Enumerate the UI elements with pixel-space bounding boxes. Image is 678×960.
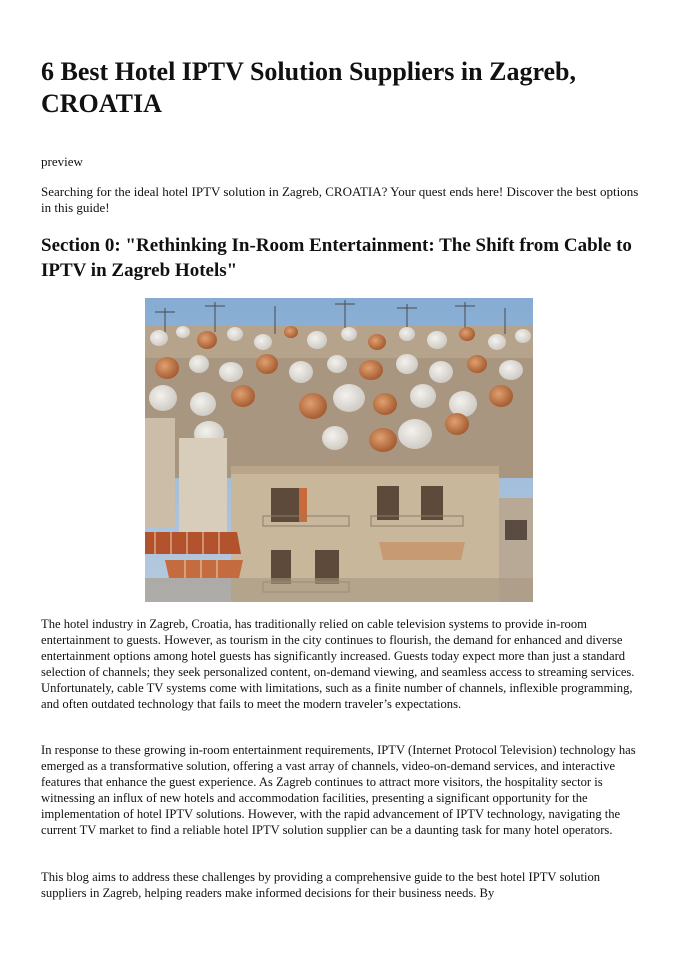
rooftop-satellite-dishes-photo xyxy=(145,298,533,602)
intro-paragraph: Searching for the ideal hotel IPTV solution in Zagreb, CROATIA? Your quest ends here! Discover the best options in this guide! xyxy=(41,184,639,215)
page-title: 6 Best Hotel IPTV Solution Suppliers in Zagreb, CROATIA xyxy=(41,57,577,118)
paragraph-2: In response to these growing in-room entertainment requirements, IPTV (Internet Protocol Television) technology has emerged as a transformative solution, offering a vast array of channels, video-on-demand services, and interactive features that enhance the guest experience. As Zagreb continues to attract more visitors, the hospitality sector is witnessing an influx of new hotels and accommodation facilities, presenting a significant opportunity for the implementation of hotel IPTV solutions. However, with the rapid advancement of IPTV technology, navigating the current TV market to find a reliable hotel IPTV solution supplier can be a daunting task for many hotel operators. xyxy=(41,743,636,837)
paragraph-3: This blog aims to address these challenges by providing a comprehensive guide to the best hotel IPTV solution suppliers in Zagreb, helping readers make informed decisions for their business needs. By xyxy=(41,870,601,900)
preview-label: preview xyxy=(41,154,83,169)
paragraph-1: The hotel industry in Zagreb, Croatia, has traditionally relied on cable television systems to provide in-room entertainment to guests. However, as tourism in the city continues to flourish, the demand for enhanced and diverse entertainment options among hotel guests has significantly increased. Guests today expect more than just a standard selection of channels; they seek personalized content, on-demand viewing, and seamless access to streaming services. Unfortunately, cable TV systems come with limitations, such as a finite number of channels, inflexible programming, and often outdated technology that fails to meet the modern traveler’s expectations. xyxy=(41,617,635,711)
section-heading: Section 0: "Rethinking In-Room Entertainment: The Shift from Cable to IPTV in Zagreb Hotels" xyxy=(41,235,632,281)
